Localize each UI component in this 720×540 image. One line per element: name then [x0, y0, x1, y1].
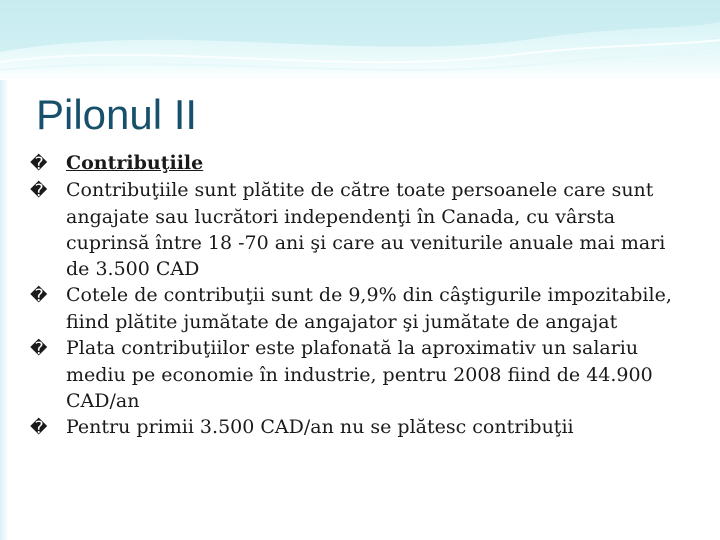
bullet-icon: �: [30, 339, 48, 359]
bullet-text: Pentru primii 3.500 CAD/an nu se plătesc contribuţii: [66, 416, 574, 438]
bullet-item: [30, 414, 690, 441]
bullet-icon: �: [30, 418, 48, 438]
slide-title: Pilonul II: [36, 91, 198, 138]
left-accent-strip: [0, 80, 8, 540]
bullet-text: Contribuţiile sunt plătite de către toate persoanele care sunt angajate sau lucrători independenţi în Canada, cu vârsta cuprinsă între 18 -70 ani şi care au veniturile anuale mai mari de 3.500 CAD: [66, 179, 666, 280]
bullet-item: [30, 335, 690, 414]
bullet-icon: �: [30, 286, 48, 306]
bullet-text: Plata contribuţiilor este plafonată la aproximativ un salariu mediu pe economie în industrie, pentru 2008 fiind de 44.900 CAD/an: [66, 337, 653, 412]
bullet-icon: �: [30, 181, 48, 201]
slide-content: [30, 150, 690, 441]
bullet-text: Cotele de contribuţii sunt de 9,9% din câştigurile impozitabile, fiind plătite jumătate de angajator şi jumătate de angajat: [66, 284, 672, 333]
bullet-heading: [30, 150, 690, 177]
header-wave-decoration: [0, 0, 720, 80]
bullet-icon: �: [30, 154, 48, 174]
bullet-heading-text: Contribuţiile: [66, 152, 204, 174]
bullet-item: [30, 177, 690, 282]
header-band: [0, 0, 720, 80]
bullet-item: [30, 282, 690, 335]
